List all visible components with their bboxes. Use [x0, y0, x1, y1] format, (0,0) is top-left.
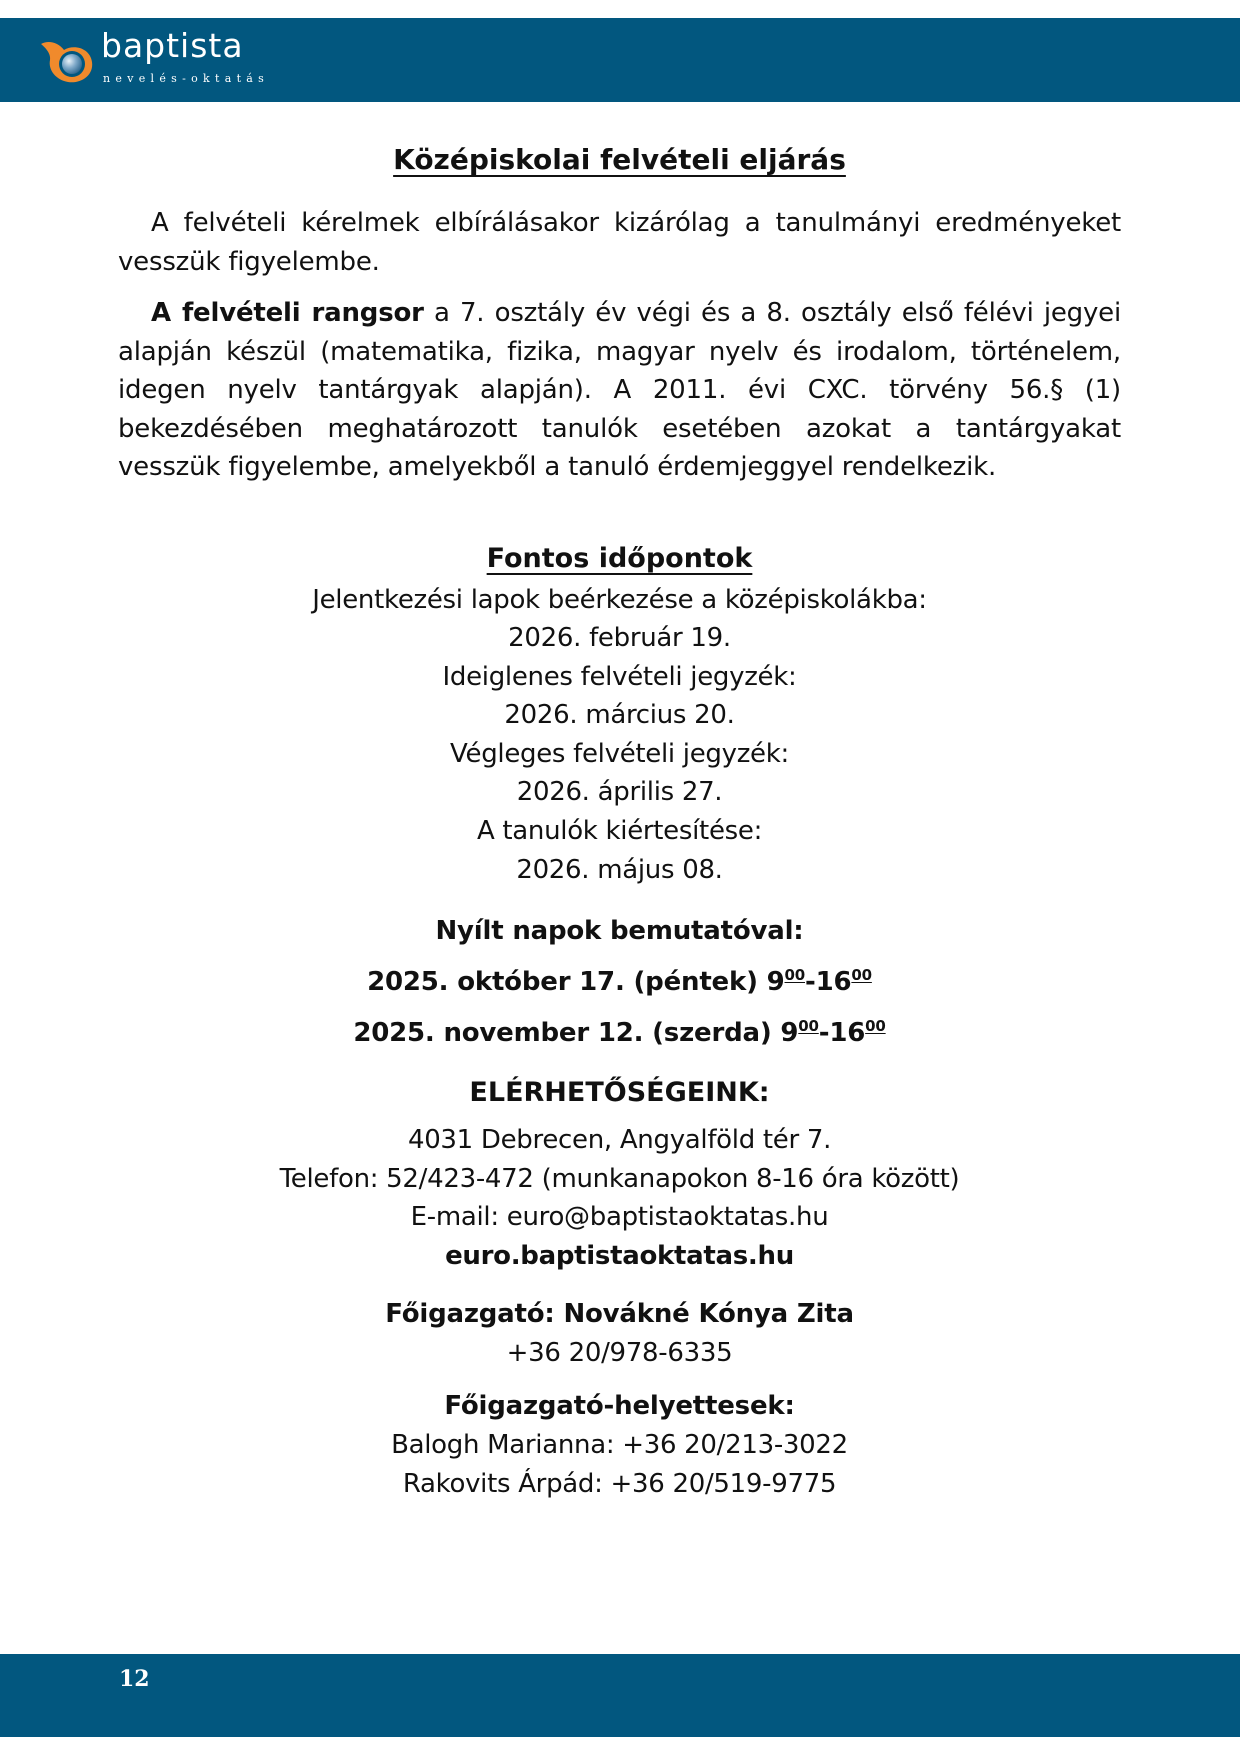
open-day-end-hour: 16 [829, 1018, 866, 1049]
open-day-start-minute: 00 [784, 966, 805, 985]
contact-address: 4031 Debrecen, Angyalföld tér 7. [407, 1125, 832, 1156]
paragraph-intro [118, 204, 1121, 281]
deputies-section [118, 1386, 1121, 1503]
paragraph-ranking-text: a 7. osztály év végi és a 8. osztály első félévi jegyei alapján készül (matematika, fizika, magyar nyelv és irodalom, történelem, idegen nyelv tantárgyak alapján). A 2011. évi CXC. törvény 56.§ (1) bekezdésében meghatározott tanulók esetében azokat a tantárgyakat vesszük figyelembe, amelyekből a tanuló érdemjeggyel rendelkezik. [118, 298, 1121, 482]
logo-tagline: nevelés-oktatás [103, 72, 270, 85]
date-label: A tanulók kiértesítése: [476, 816, 763, 847]
open-day-date: 2025. november 12. (szerda) [353, 1018, 781, 1049]
date-label: Jelentkezési lapok beérkezése a középiskolákba: [312, 584, 927, 615]
page-title: Középiskolai felvételi eljárás [393, 143, 846, 176]
open-day-start-hour: 9 [766, 967, 785, 998]
baptista-logo [38, 26, 268, 94]
open-day-end-minute: 00 [851, 966, 872, 985]
paragraph-intro-text: A felvételi kérelmek elbírálásakor kizárólag a tanulmányi eredményeket vesszük figyelembe. [118, 208, 1121, 277]
date-value: 2026. április 27. [516, 777, 723, 808]
dates-heading: Fontos időpontok [486, 542, 753, 574]
open-days-heading: Nyílt napok bemutatóval: [435, 916, 804, 947]
principal-phone: +36 20/978-6335 [506, 1337, 733, 1368]
baptista-logo-mark-icon [38, 38, 98, 86]
open-day-separator: - [805, 967, 816, 998]
document-content [118, 140, 1121, 1503]
deputy-item: Balogh Marianna: +36 20/213-3022 [391, 1430, 848, 1461]
open-days [118, 911, 1121, 1053]
date-value: 2026. március 20. [504, 700, 735, 731]
paragraph-ranking-lead: A felvételi rangsor [151, 298, 424, 328]
logo-wordmark: baptista [101, 26, 244, 65]
date-label: Ideiglenes felvételi jegyzék: [442, 661, 797, 692]
dates-list [118, 581, 1121, 890]
principal-title: Főigazgató: Novákné Kónya Zita [385, 1298, 854, 1329]
footer-bar [0, 1654, 1240, 1737]
open-day-end-minute: 00 [865, 1017, 886, 1036]
contact-email[interactable]: E-mail: euro@baptistaoktatas.hu [410, 1202, 829, 1233]
open-day-start-hour: 9 [780, 1018, 799, 1049]
principal-section [118, 1294, 1121, 1373]
open-day-date: 2025. október 17. (péntek) [367, 967, 767, 998]
date-value: 2026. február 19. [508, 623, 731, 654]
open-day-end-hour: 16 [815, 967, 852, 998]
paragraph-ranking [118, 294, 1121, 487]
date-label: Végleges felvételi jegyzék: [450, 738, 789, 769]
contact-section [118, 1073, 1121, 1275]
open-day-item [118, 955, 1121, 1002]
deputy-item: Rakovits Árpád: +36 20/519-9775 [402, 1468, 837, 1499]
date-value: 2026. május 08. [516, 854, 723, 885]
contact-phone: Telefon: 52/423-472 (munkanapokon 8-16 óra között) [279, 1163, 960, 1194]
open-day-separator: - [818, 1018, 830, 1049]
contact-website-link[interactable]: euro.baptistaoktatas.hu [445, 1241, 794, 1272]
contact-heading: ELÉRHETŐSÉGEINK: [469, 1077, 770, 1109]
open-day-start-minute: 00 [798, 1017, 819, 1036]
page-number: 12 [119, 1666, 150, 1692]
deputies-heading: Főigazgató-helyettesek: [444, 1391, 795, 1422]
open-day-item [118, 1006, 1121, 1053]
header-bar [0, 18, 1240, 102]
